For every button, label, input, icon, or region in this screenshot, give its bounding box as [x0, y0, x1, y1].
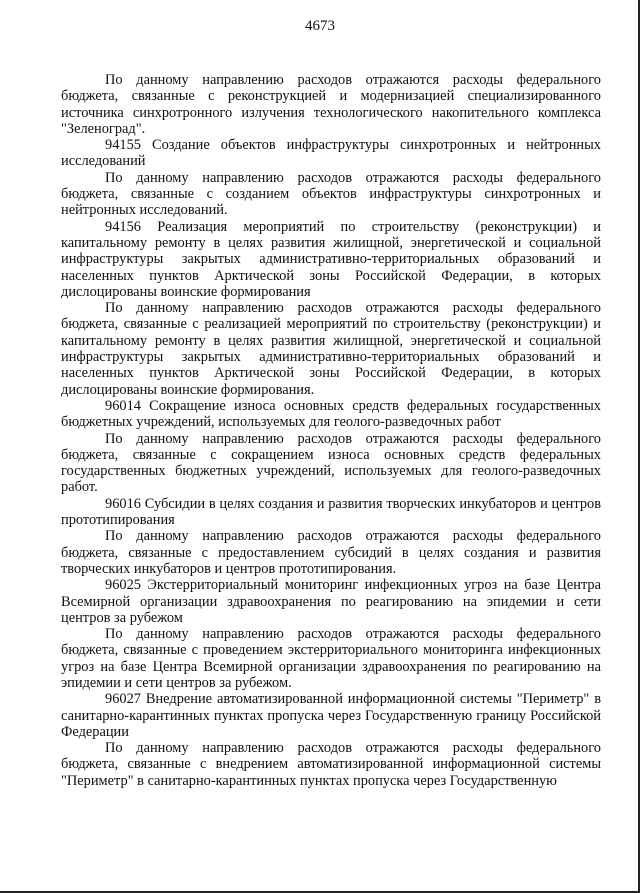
- heading-96027: 96027 Внедрение автоматизированной информационной системы "Периметр" в санитарно-карантинных пунктах пропуска через Государственную границу Российской Федерации: [61, 691, 601, 740]
- paragraph-96016-description: По данному направлению расходов отражаются расходы федерального бюджета, связанные с предоставлением субсидий в целях создания и развития творческих инкубаторов и центров прототипирования.: [61, 528, 601, 577]
- heading-96014: 96014 Сокращение износа основных средств федеральных государственных бюджетных учреждений, используемых для геолого-разведочных работ: [61, 397, 601, 431]
- paragraph-96025-description: По данному направлению расходов отражаются расходы федерального бюджета, связанные с проведением экстерриториального мониторинга инфекционных угроз на базе Центра Всемирной организации здравоохранения по реагированию на эпидемии и сети центров за рубежом.: [61, 626, 601, 691]
- paragraph-96014-description: По данному направлению расходов отражаются расходы федерального бюджета, связанные с сокращением износа основных средств федеральных государственных бюджетных учреждений, используемых для геолого-разведочных работ.: [61, 430, 601, 496]
- paragraph-94156-description: По данному направлению расходов отражаются расходы федерального бюджета, связанные с реализацией мероприятий по строительству (реконструкции) и капитальному ремонту в целях развития жилищной, энергетической и социальной инфраструктуры закрытых административно-территориальных образований и населенных пунктов Арктической зоны Российской Федерации, в которых дислоцированы воинские формирования.: [61, 300, 601, 398]
- heading-96025: 96025 Экстерриториальный мониторинг инфекционных угроз на базе Центра Всемирной организации здравоохранения по реагированию на эпидемии и сети центров за рубежом: [61, 577, 601, 626]
- heading-94156: 94156 Реализация мероприятий по строительству (реконструкции) и капитальному ремонту в целях развития жилищной, энергетической и социальной инфраструктуры закрытых административно-территориальных образований и населенных пунктов Арктической зоны Российской Федерации, в которых дислоцированы воинские формирования: [61, 218, 601, 300]
- page-number: 4673: [305, 18, 335, 34]
- heading-96016: 96016 Субсидии в целях создания и развития творческих инкубаторов и центров прототипирования: [61, 495, 601, 529]
- paragraph-96027-description: По данному направлению расходов отражаются расходы федерального бюджета, связанные с внедрением автоматизированной информационной системы "Периметр" в санитарно-карантинных пунктах пропуска через Государственную: [61, 740, 601, 789]
- heading-94155: 94155 Создание объектов инфраструктуры синхротронных и нейтронных исследований: [61, 137, 601, 170]
- paragraph-94155-description: По данному направлению расходов отражаются расходы федерального бюджета, связанные с созданием объектов инфраструктуры синхротронных и нейтронных исследований.: [61, 169, 601, 219]
- paragraph-zelenograd-description: По данному направлению расходов отражаются расходы федерального бюджета, связанные с реконструкцией и модернизацией специализированного источника синхротронного излучения технологического накопительного комплекса "Зеленоград".: [61, 72, 601, 137]
- document-body: [61, 72, 601, 789]
